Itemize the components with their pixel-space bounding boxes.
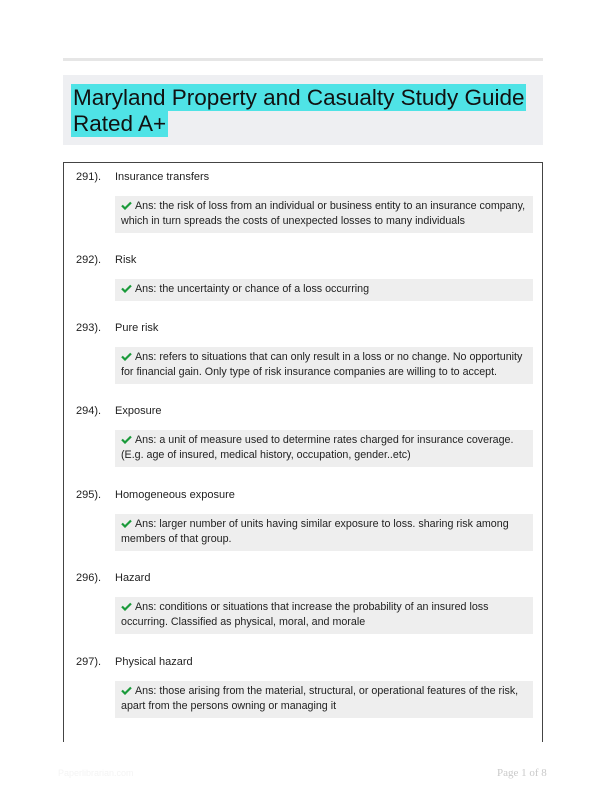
item-number: 291). [76, 171, 102, 183]
check-icon [121, 602, 132, 611]
answer-box [115, 681, 533, 718]
answer-box [115, 514, 533, 551]
answer-text: Ans: refers to situations that can only result in a loss or no change. No opportunity for financial gain. Only type of risk insurance companies are willing to to accept. [121, 351, 523, 378]
answer-box [115, 279, 533, 301]
answer-text: Ans: a unit of measure used to determine rates charged for insurance coverage. (E.g. age of insured, medical history, occupation, gender..etc) [121, 434, 514, 461]
answer-text: Ans: conditions or situations that increase the probability of an insured loss occurring. Classified as physical, moral, and morale [121, 601, 489, 628]
item-term: Exposure [115, 405, 162, 417]
check-icon [121, 435, 132, 444]
answer-text: Ans: larger number of units having similar exposure to loss. sharing risk among members of that group. [121, 518, 509, 545]
document-title-text: Maryland Property and Casualty Study Guide Rated A+ [73, 85, 525, 136]
item-term: Insurance transfers [115, 171, 210, 183]
item-term: Homogeneous exposure [115, 489, 235, 501]
qa-list [63, 162, 543, 742]
answer-box [115, 430, 533, 467]
item-number: 292). [76, 254, 102, 266]
top-rule [63, 58, 543, 61]
answer-text: Ans: those arising from the material, structural, or operational features of the risk, apart from the persons owning or managing it [121, 685, 519, 712]
item-term: Pure risk [115, 322, 159, 334]
answer-text: Ans: the uncertainty or chance of a loss occurring [135, 283, 370, 295]
answer-box [115, 597, 533, 634]
check-icon [121, 201, 132, 210]
item-number: 295). [76, 489, 102, 501]
document-title [71, 85, 535, 137]
item-number: 297). [76, 656, 102, 668]
answer-text: Ans: the risk of loss from an individual or business entity to an insurance company, which in turn spreads the costs of unexpected losses to many individuals [121, 200, 526, 227]
check-icon [121, 284, 132, 293]
title-panel [63, 75, 543, 145]
item-term: Hazard [115, 572, 151, 584]
check-icon [121, 352, 132, 361]
item-number: 293). [76, 322, 102, 334]
item-term: Risk [115, 254, 137, 266]
check-icon [121, 686, 132, 695]
item-number: 294). [76, 405, 102, 417]
item-number: 296). [76, 572, 102, 584]
item-term: Physical hazard [115, 656, 193, 668]
page-indicator: Page 1 of 8 [497, 767, 547, 779]
footer-watermark: Paperlibrarian.com [58, 768, 134, 778]
answer-box [115, 347, 533, 384]
answer-box [115, 196, 533, 233]
check-icon [121, 519, 132, 528]
